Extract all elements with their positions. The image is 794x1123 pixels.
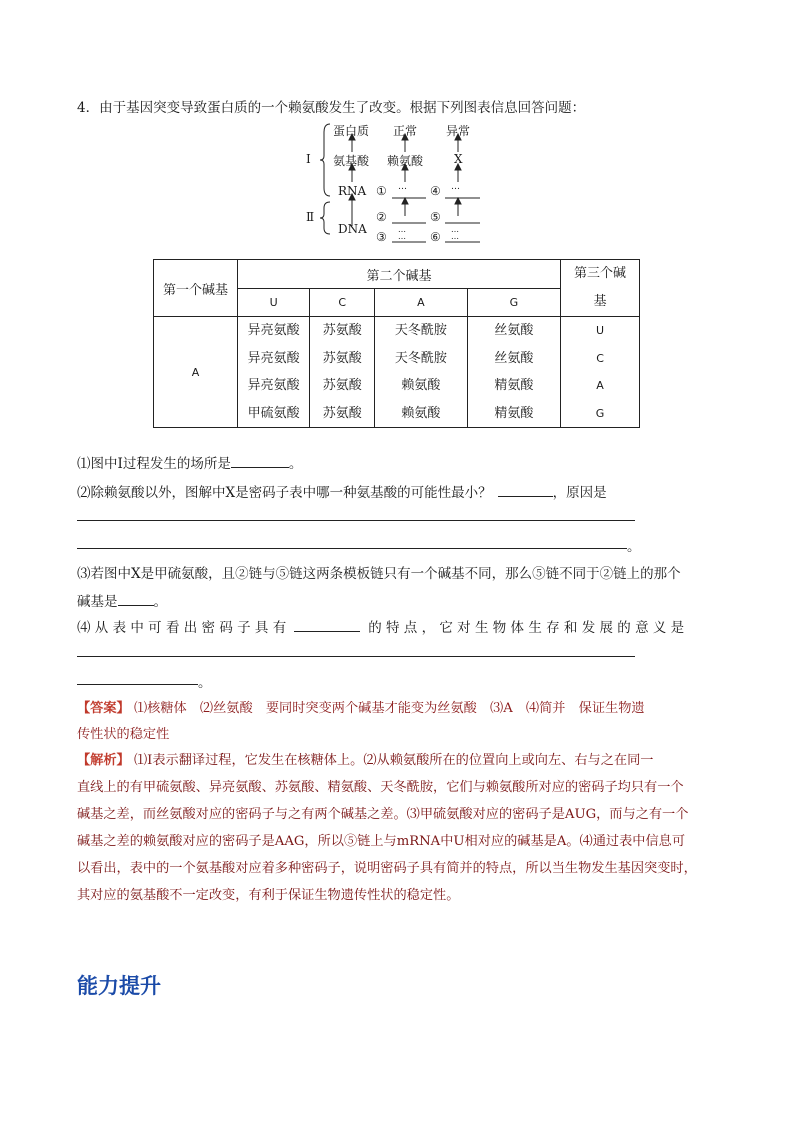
ellipsis-3a: …	[398, 225, 406, 234]
label-abnormal: 异常	[446, 124, 471, 138]
sub3-text: 碱基是	[77, 594, 118, 610]
cell-aa-2: 天冬酰胺	[394, 350, 447, 366]
sub2-answer-line-1	[77, 520, 635, 521]
sub4-mid: 的 特 点 ， 它 对 生 物 体 生 存 和 发 展 的 意 义 是	[368, 620, 685, 636]
process-label-2: Ⅱ	[306, 210, 315, 224]
col-a-list	[375, 317, 468, 428]
col-u-list	[237, 317, 309, 428]
cell-aa-1: 天冬酰胺	[394, 323, 447, 338]
section-heading: 能力提升	[77, 974, 161, 998]
sub2-mid: ，原因是	[552, 485, 607, 501]
gene-expression-diagram	[300, 118, 500, 250]
explanation-line-3: 碱基之差，而丝氨酸对应的密码子与之有两个碱基之差。⑶甲硫氨酸对应的密码子是AUG，而与之有一个	[77, 807, 689, 822]
sub2-period: 。	[627, 539, 641, 555]
cell-au-1: 异亮氨酸	[247, 323, 300, 338]
explanation-text-1: ⑴Ⅰ表示翻译过程，它发生在核糖体上。⑵从赖氨酸所在的位置向上或向左、右与之在同一	[133, 753, 654, 768]
header-second-base: 第二个碱基	[237, 260, 560, 289]
header-third-base: 第三个碱基	[561, 260, 640, 317]
explanation-line-2: 直线上的有甲硫氨酸、异亮氨酸、苏氨酸、精氨酸、天冬酰胺，它们与赖氨酸所对应的密码子均只有一个	[77, 780, 684, 795]
cell-ag-3: 精氨酸	[494, 378, 534, 393]
ellipsis-4: …	[451, 182, 460, 192]
strand-num-2: ②	[376, 210, 387, 224]
explanation-line-6: 其对应的氨基酸不一定改变，有利于保证生物遗传性状的稳定性。	[77, 888, 460, 903]
explanation-line-1	[77, 749, 653, 768]
codon-table	[153, 259, 640, 428]
header-first-base: 第一个碱基	[154, 260, 238, 317]
second-base-a: A	[375, 289, 468, 317]
second-base-u: U	[237, 289, 309, 317]
second-base-c: C	[310, 289, 375, 317]
sub-question-3-line-2	[77, 590, 167, 610]
label-x: X	[454, 152, 463, 166]
third-base-g: G	[595, 406, 605, 420]
answer-label: 【答案】	[77, 701, 130, 716]
ellipsis-3b: …	[398, 232, 406, 241]
first-base-a: A	[154, 317, 238, 428]
cell-ac-1: 苏氨酸	[322, 323, 362, 338]
cell-aa-4: 赖氨酸	[401, 405, 441, 421]
sub4-period: 。	[198, 675, 212, 691]
sub2-blank	[498, 482, 553, 497]
label-protein: 蛋白质	[333, 124, 370, 138]
sub4-text: ⑷ 从 表 中 可 看 出 密 码 子 具 有	[77, 620, 287, 636]
sub-question-4	[77, 616, 684, 636]
ellipsis-3	[398, 226, 406, 240]
ellipsis-6	[451, 226, 459, 240]
ellipsis-1: …	[398, 182, 407, 192]
label-rna: RNA	[338, 184, 367, 198]
col-c-list	[310, 317, 375, 428]
col-g-list	[467, 317, 560, 428]
explanation-line-4: 碱基之差的赖氨酸对应的密码子是AAG，所以⑤链上与mRNA中U相对应的碱基是A。⑷通过表中信息可	[77, 834, 686, 849]
label-normal: 正常	[393, 124, 418, 138]
sub1-text: ⑴图中Ⅰ过程发生的场所是	[77, 456, 231, 472]
label-dna: DNA	[338, 222, 367, 236]
cell-au-3: 异亮氨酸	[247, 378, 300, 393]
cell-aa-3: 赖氨酸	[401, 378, 441, 393]
cell-ac-3: 苏氨酸	[322, 378, 362, 393]
answer-text-1: ⑴核糖体 ⑵丝氨酸 要同时突变两个碱基才能变为丝氨酸 ⑶A ⑷简并 保证生物遗	[133, 701, 645, 716]
answer-line-1	[77, 697, 645, 716]
sub-question-3-line-1: ⑶若图中X是甲硫氨酸，且②链与⑤链这两条模板链只有一个碱基不同，那么⑤链不同于②链上的那个	[77, 566, 681, 582]
sub2-text: ⑵除赖氨酸以外，图解中X是密码子表中哪一种氨基酸的可能性最小？	[77, 485, 492, 501]
sub-question-2	[77, 481, 607, 501]
cell-ac-2: 苏氨酸	[322, 350, 362, 366]
process-label-1: Ⅰ	[306, 152, 311, 166]
cell-au-4: 甲硫氨酸	[247, 405, 300, 421]
sub4-answer-line-1	[77, 656, 635, 657]
sub3-blank	[118, 591, 154, 606]
cell-ag-2: 丝氨酸	[494, 350, 534, 366]
ellipsis-6a: …	[451, 225, 459, 234]
sub1-blank	[231, 453, 289, 468]
label-lysine: 赖氨酸	[387, 154, 424, 168]
explanation-line-5: 以看出，表中的一个氨基酸对应着多种密码子，说明密码子具有简并的特点，所以当生物发生基因突变时，	[77, 861, 697, 876]
strand-num-5: ⑤	[430, 210, 441, 224]
sub-question-1	[77, 452, 302, 472]
ellipsis-6b: …	[451, 232, 459, 241]
strand-num-1: ①	[376, 184, 387, 198]
sub1-end: 。	[288, 456, 303, 472]
sub2-answer-line-2	[77, 548, 627, 549]
cell-ag-1: 丝氨酸	[494, 323, 534, 338]
question-title: 4．由于基因突变导致蛋白质的一个赖氨酸发生了改变。根据下列图表信息回答问题：	[77, 100, 586, 116]
third-base-u: U	[596, 324, 605, 337]
cell-ac-4: 苏氨酸	[322, 405, 362, 421]
answer-line-2: 传性状的稳定性	[77, 727, 170, 742]
sub4-blank	[294, 617, 360, 632]
cell-ag-4: 精氨酸	[494, 405, 534, 421]
strand-num-4: ④	[430, 184, 441, 198]
strand-num-6: ⑥	[430, 230, 441, 244]
third-base-list	[561, 317, 640, 428]
sub4-answer-line-2	[77, 684, 198, 685]
sub3-end: 。	[153, 594, 167, 610]
cell-au-2: 异亮氨酸	[247, 350, 300, 366]
third-base-a: A	[596, 379, 604, 392]
label-amino-acid: 氨基酸	[333, 154, 370, 168]
third-base-c: C	[596, 351, 604, 365]
explanation-label: 【解析】	[77, 753, 130, 768]
second-base-g: G	[467, 289, 560, 317]
strand-num-3: ③	[376, 230, 387, 244]
